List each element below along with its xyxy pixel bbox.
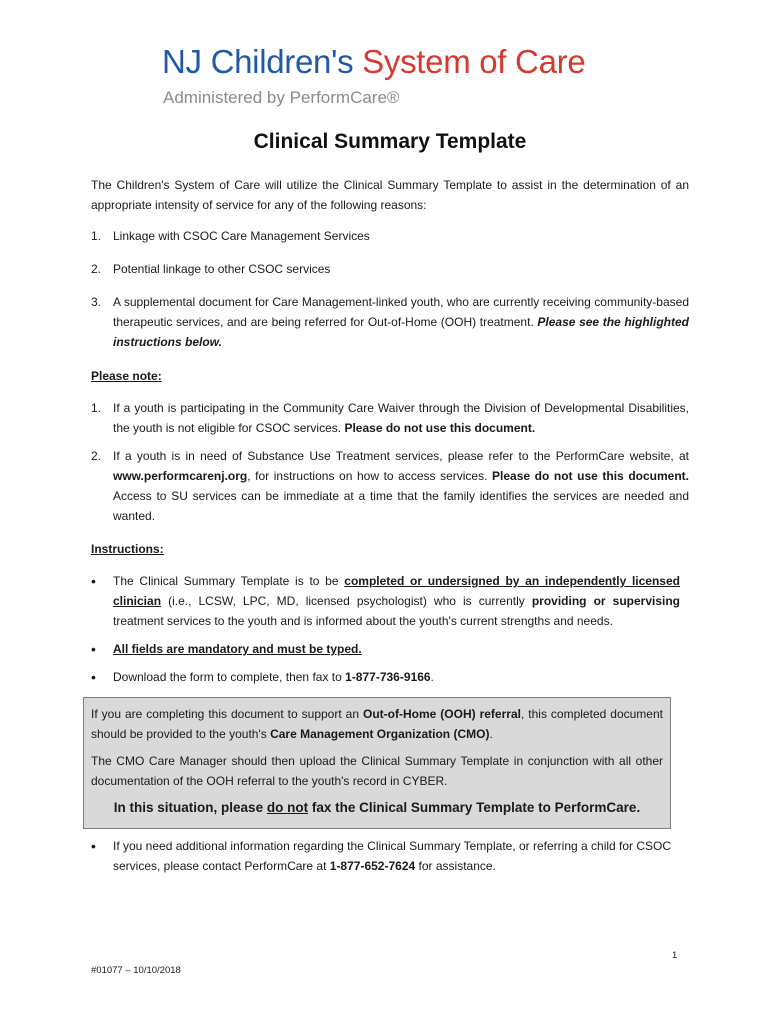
page-number: 1 (672, 950, 678, 961)
box-paragraph-1 (91, 704, 663, 744)
ooh-referral-notice-box (83, 697, 671, 829)
box-cmo: Care Management Organization (CMO) (270, 727, 490, 741)
contact-phone: 1-877-652-7624 (329, 859, 416, 873)
reason-1-number: 1. (91, 229, 102, 243)
reason-3-number: 3. (91, 295, 102, 309)
box-p1-mid: , this completed document should be provided to the youth's (91, 707, 663, 741)
contact-post: for assistance. (418, 859, 496, 873)
document-title: Clinical Summary Template (253, 130, 527, 153)
reason-3-emphasis: Please see the highlighted instructions below. (113, 315, 689, 349)
logo-subtitle: Administered by PerformCare® (163, 88, 400, 107)
logo-wordmark (162, 42, 585, 82)
contact-pre: If you need additional information regarding the Clinical Summary Template, or referring a child for CSOC services, please contact PerformCare at (113, 839, 672, 873)
instruction-1-pre: The Clinical Summary Template is to be (113, 574, 339, 588)
reason-3-body: A supplemental document for Care Management-linked youth, who are currently receiving community-based therapeutic services, and are being referred for Out-of-Home (OOH) treatment. (113, 295, 689, 329)
instruction-1-text (113, 571, 680, 631)
contact-text (113, 836, 685, 876)
note-1-body: If a youth is participating in the Community Care Waiver through the Division of Developmental Disabilities, the youth is not eligible for CSOC services. (113, 401, 689, 435)
instructions-heading: Instructions: (91, 542, 164, 556)
note-2-text (113, 446, 689, 526)
instruction-1-bold: providing or supervising (531, 594, 680, 608)
note-2-post: Access to SU services can be immediate at a time that the family identifies the services are needed and wanted. (113, 489, 689, 523)
note-2-mid: , for instructions on how to access services. (247, 469, 488, 483)
bullet-1-marker: • (91, 573, 96, 589)
note-1-text (113, 398, 689, 438)
bullet-3-marker: • (91, 669, 96, 685)
box-p1-pre: If you are completing this document to support an (91, 707, 359, 721)
fax-number: 1-877-736-9166 (345, 670, 431, 684)
logo-part-system-of-care: System of Care (353, 43, 586, 80)
reason-1-text: Linkage with CSOC Care Management Services (113, 229, 370, 243)
form-code: #01077 – 10/10/2018 (91, 965, 181, 976)
instruction-1-mid: (i.e., LCSW, LPC, MD, licensed psychologist) who is currently (161, 594, 525, 608)
bullet-4-marker: • (91, 838, 96, 854)
instruction-3-post: . (430, 670, 434, 684)
note-2-number: 2. (91, 449, 102, 463)
performcare-website-link[interactable]: www.performcarenj.org (113, 469, 248, 483)
box-p3-pre: In this situation, please (113, 800, 264, 815)
box-do-not-fax-warning (84, 800, 670, 815)
instruction-1-underlined: completed or undersigned by an independently licensed clinician (113, 574, 680, 608)
instruction-2-text: All fields are mandatory and must be typed. (113, 642, 362, 656)
reason-2-text: Potential linkage to other CSOC services (113, 262, 331, 276)
box-ooh-referral: Out-of-Home (OOH) referral (362, 707, 521, 721)
box-p3-do-not: do not (266, 800, 309, 815)
bullet-2-marker: • (91, 641, 96, 657)
please-note-heading: Please note: (91, 369, 162, 383)
logo-part-njchildrens: NJ Children's (162, 43, 354, 80)
box-p1-end: . (489, 727, 493, 741)
box-paragraph-2: The CMO Care Manager should then upload the Clinical Summary Template in conjunction with all other documentation of the OOH referral to the youth's record in CYBER. (91, 754, 663, 788)
note-2-pre: If a youth is in need of Substance Use Treatment services, please refer to the PerformCare website, at (113, 449, 689, 463)
instruction-1-post: treatment services to the youth and is informed about the youth's current strengths and needs. (113, 614, 613, 628)
reason-3-text (113, 292, 689, 352)
instruction-3-pre: Download the form to complete, then fax to (113, 670, 342, 684)
note-1-warning: Please do not use this document. (344, 421, 536, 435)
instruction-3-text (113, 667, 680, 687)
note-2-warning: Please do not use this document. (492, 469, 689, 483)
note-1-number: 1. (91, 401, 102, 415)
intro-paragraph: The Children's System of Care will utilize the Clinical Summary Template to assist in the determination of an appropriate intensity of service for any of the following reasons: (91, 178, 689, 212)
reason-2-number: 2. (91, 262, 102, 276)
box-p3-post: fax the Clinical Summary Template to PerformCare. (311, 800, 641, 815)
